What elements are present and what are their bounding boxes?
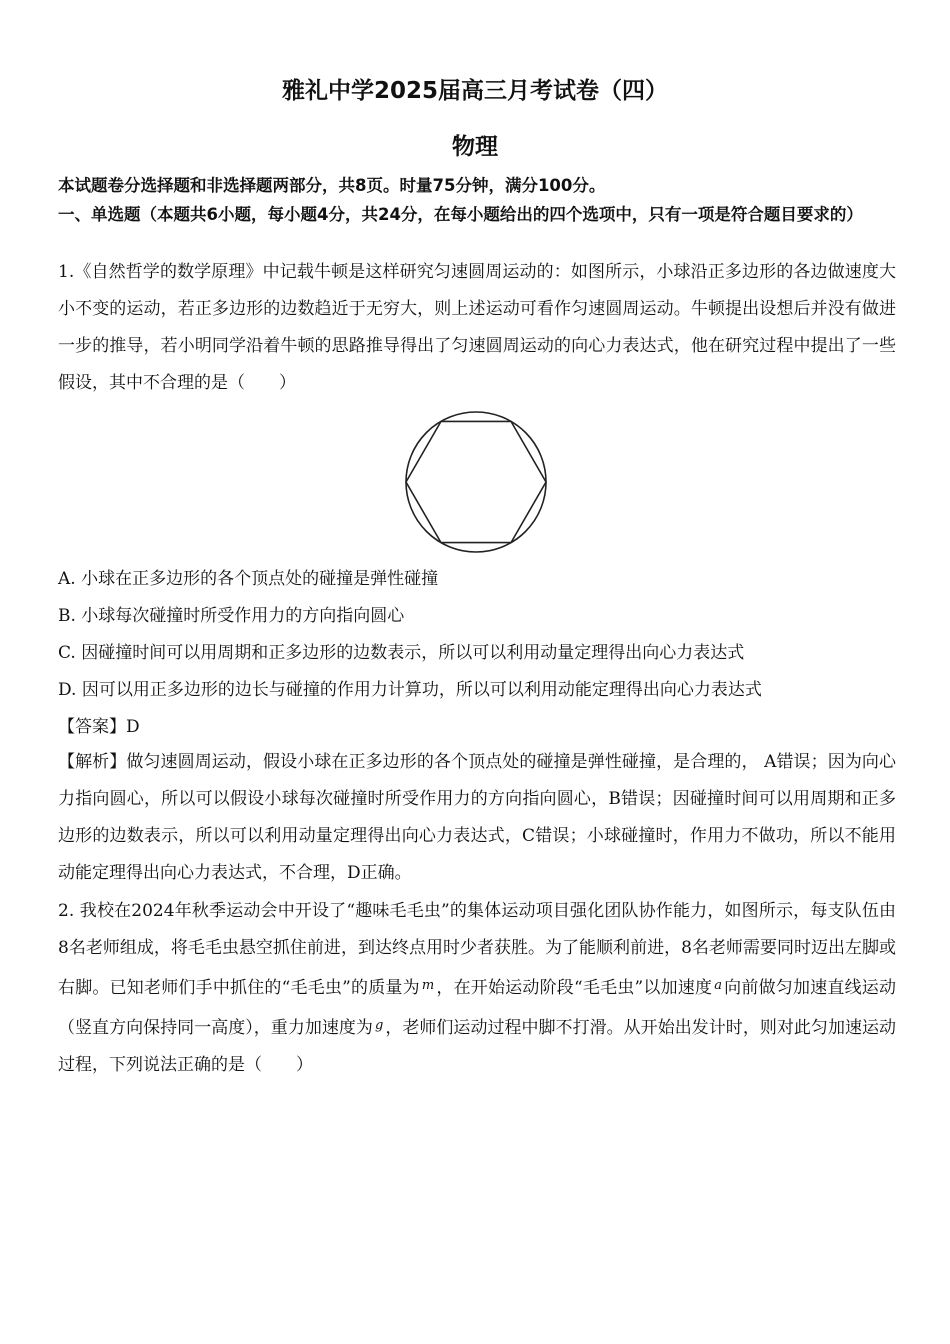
subject-title: 物理 bbox=[452, 134, 498, 160]
question-1-option-b: B. 小球每次碰撞时所受作用力的方向指向圆心 bbox=[58, 606, 405, 626]
question-1-analysis: 【解析】做匀速圆周运动，假设小球在正多边形的各个顶点处的碰撞是弹性碰撞，是合理的， A错误；因为向心力指向圆心，所以可以假设小球每次碰撞时所受作用力的方向指向圆心，B错误；因碰撞时间可以用周期和正多边形的边数表示，所以可以利用动量定理得出向心力表达式，C错误；小球碰撞时，作用力不做功，所以不能用动能定理得出向心力表达式，不合理，D正确。 bbox=[58, 752, 896, 883]
q2-text-2: ，在开始运动阶段“毛毛虫”以加速度 bbox=[436, 978, 713, 998]
hexagon-shape bbox=[406, 421, 546, 542]
question-1-option-a: A. 小球在正多边形的各个顶点处的碰撞是弹性碰撞 bbox=[58, 569, 439, 589]
variable-g: g bbox=[374, 1018, 384, 1033]
circle-shape bbox=[406, 412, 546, 552]
variable-m: m bbox=[421, 978, 435, 993]
q2-text-1: 2. 我校在2024年秋季运动会中开设了“趣味毛毛虫”的集体运动项目强化团队协作能力，如图所示，每支队伍由8名老师组成，将毛毛虫悬空抓住前进，到达终点用时少者获胜。为了能顺利前进，8名老师需要同时迈出左脚或右脚。已知老师们手中抓住的“毛毛虫”的质量为 bbox=[58, 901, 896, 998]
question-1-stem: 1.《自然哲学的数学原理》中记载牛顿是这样研究匀速圆周运动的：如图所示，小球沿正多边形的各边做速度大小不变的运动，若正多边形的边数趋近于无穷大，则上述运动可看作匀速圆周运动。牛顿提出设想后并没有做进一步的推导，若小明同学沿着牛顿的思路推导得出了匀速圆周运动的向心力表达式，他在研究过程中提出了一些假设，其中不合理的是（ ） bbox=[58, 262, 896, 393]
section-heading: 一、单选题（本题共6小题，每小题4分，共24分，在每小题给出的四个选项中，只有一项是符合题目要求的） bbox=[58, 205, 863, 224]
question-1-answer: 【答案】D bbox=[58, 717, 140, 737]
q2-text-3: 向前做匀加速直线运动（竖直方向保持同一高度），重力加速度为 bbox=[58, 978, 896, 1038]
q2-text-4: ，老师们运动过程中脚不打滑。从开始出发计时，则对此匀加速运动过程，下列说法正确的是（ ） bbox=[58, 1018, 897, 1075]
exam-title: 雅礼中学2025届高三月考试卷（四） bbox=[281, 78, 668, 104]
question-1-option-c: C. 因碰撞时间可以用周期和正多边形的边数表示，所以可以利用动量定理得出向心力表达式 bbox=[58, 643, 745, 663]
variable-a: a bbox=[714, 978, 722, 993]
question-2-stem bbox=[58, 893, 896, 1084]
hexagon-in-circle-figure bbox=[400, 411, 552, 553]
question-1-option-d: D. 因可以用正多边形的边长与碰撞的作用力计算功，所以可以利用动能定理得出向心力表达式 bbox=[58, 680, 762, 700]
exam-intro: 本试题卷分选择题和非选择题两部分，共8页。时量75分钟，满分100分。 bbox=[58, 176, 606, 195]
